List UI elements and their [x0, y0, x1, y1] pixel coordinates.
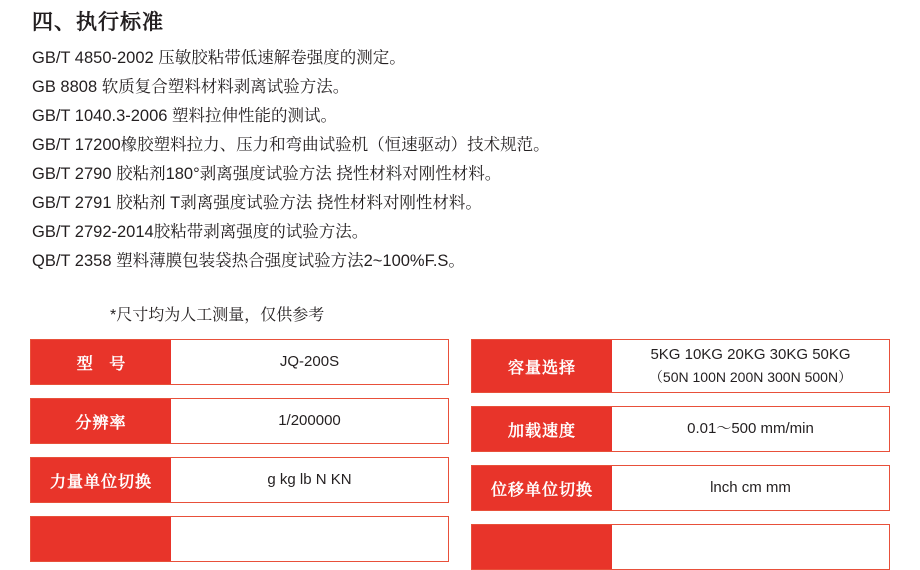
- spec-label: 位移单位切换: [472, 466, 612, 510]
- spec-value-line2: （50N 100N 200N 300N 500N）: [648, 369, 853, 385]
- table-row: [471, 339, 890, 393]
- table-row: [471, 465, 890, 511]
- list-item: GB/T 4850-2002 压敏胶粘带低速解卷强度的测定。: [32, 49, 406, 67]
- table-row: [30, 398, 449, 444]
- spec-value: [612, 466, 889, 510]
- spec-value-line1: lnch cm mm: [710, 479, 791, 496]
- list-item: GB/T 2792-2014胶粘带剥离强度的试验方法。: [32, 223, 369, 241]
- spec-value: [612, 407, 889, 451]
- table-row: [30, 457, 449, 503]
- spec-label: [31, 517, 171, 561]
- spec-column-left: [30, 339, 449, 570]
- measurement-note: *尺寸均为人工测量，仅供参考: [110, 307, 325, 324]
- spec-label: 型 号: [31, 340, 171, 384]
- spec-value: [612, 525, 889, 569]
- spec-label: 容量选择: [472, 340, 612, 392]
- spec-column-right: [471, 339, 890, 570]
- table-row: [30, 516, 449, 562]
- spec-value-line1: 1/200000: [278, 412, 341, 429]
- spec-label: 加载速度: [472, 407, 612, 451]
- list-item: GB/T 2790 胶粘剂180°剥离强度试验方法 挠性材料对刚性材料。: [32, 165, 502, 183]
- table-row: [30, 339, 449, 385]
- spec-value: [171, 517, 448, 561]
- spec-value-line1: 0.01～500 mm/min: [687, 420, 814, 437]
- spec-value: [171, 458, 448, 502]
- document-page: [0, 6, 920, 532]
- standards-list: [32, 44, 890, 276]
- spec-value: [612, 340, 889, 392]
- list-item: QB/T 2358 塑料薄膜包装袋热合强度试验方法2~100%F.S。: [32, 252, 465, 270]
- list-item: GB/T 1040.3-2006 塑料拉伸性能的测试。: [32, 107, 338, 125]
- table-row: [471, 406, 890, 452]
- spec-value: [171, 340, 448, 384]
- page-title: 四、执行标准: [32, 11, 164, 34]
- spec-value-line1: 5KG 10KG 20KG 30KG 50KG: [650, 346, 851, 363]
- list-item: GB 8808 软质复合塑料材料剥离试验方法。: [32, 78, 350, 96]
- table-row: [471, 524, 890, 570]
- spec-label: 力量单位切换: [31, 458, 171, 502]
- spec-value: [171, 399, 448, 443]
- list-item: GB/T 2791 胶粘剂 T剥离强度试验方法 挠性材料对刚性材料。: [32, 194, 482, 212]
- spec-value-line1: JQ-200S: [279, 353, 340, 370]
- spec-table: [30, 339, 890, 570]
- spec-value-line1: g kg lb N KN: [267, 471, 352, 488]
- spec-label: 分辨率: [31, 399, 171, 443]
- spec-label: [472, 525, 612, 569]
- list-item: GB/T 17200橡胶塑料拉力、压力和弯曲试验机（恒速驱动）技术规范。: [32, 136, 550, 154]
